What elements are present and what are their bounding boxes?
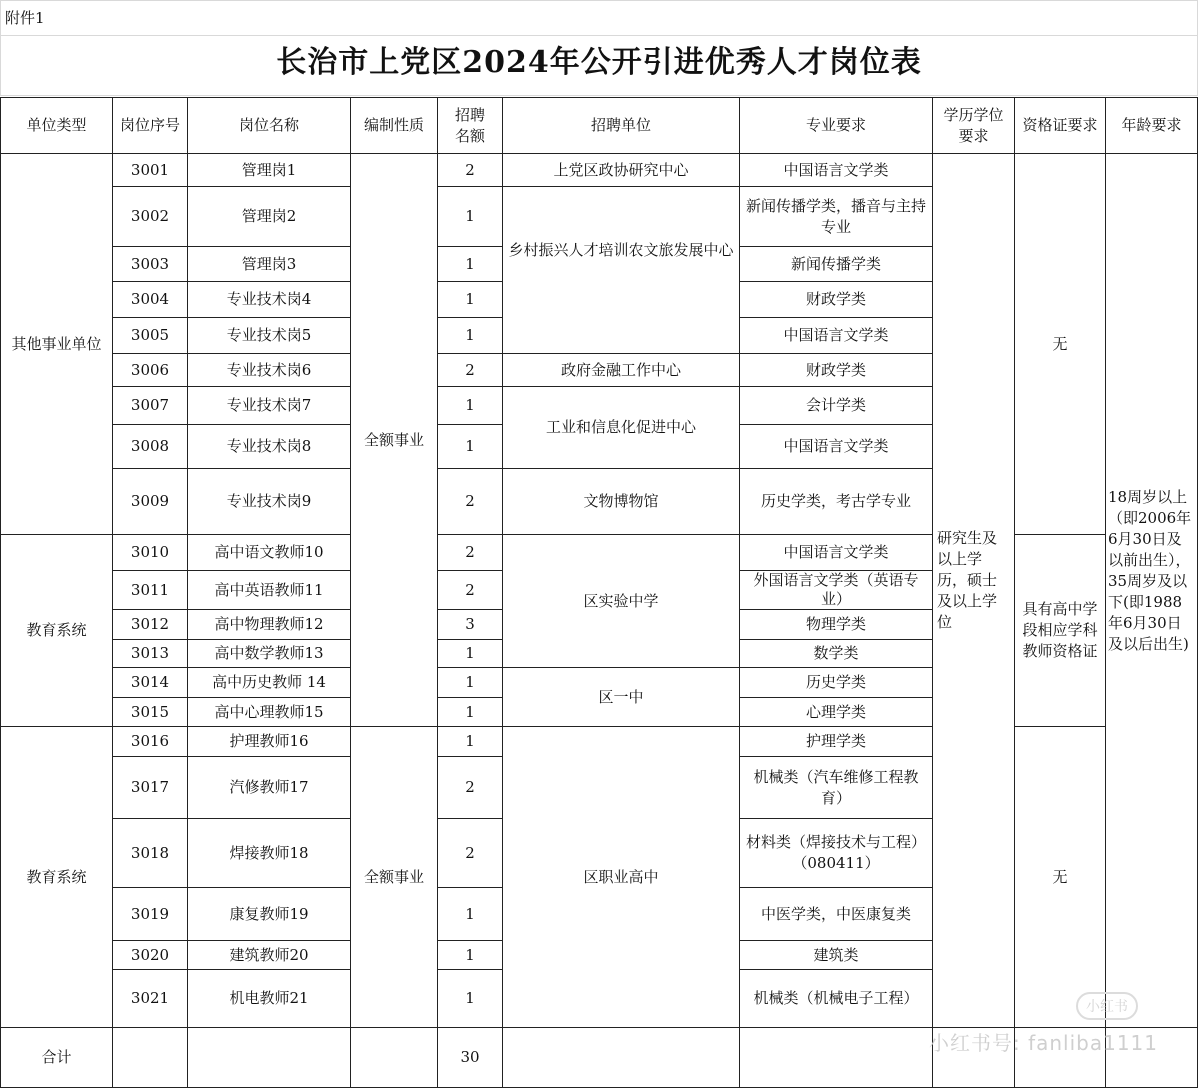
major: 历史学类 <box>740 668 933 698</box>
major: 材料类（焊接技术与工程）（080411） <box>740 819 933 888</box>
quota: 2 <box>438 535 503 571</box>
major: 外国语言文学类（英语专业） <box>740 571 933 610</box>
empty-cell <box>113 1028 188 1088</box>
quota: 1 <box>438 640 503 668</box>
quota: 1 <box>438 425 503 469</box>
position-name: 高中语文教师10 <box>188 535 351 571</box>
page-title: 长治市上党区2024年公开引进优秀人才岗位表 <box>0 36 1198 96</box>
major: 数学类 <box>740 640 933 668</box>
quota: 2 <box>438 757 503 819</box>
major: 新闻传播学类 <box>740 247 933 282</box>
watermark-text: 小红书号: fanliba1111 <box>928 1031 1158 1055</box>
position-id: 3016 <box>113 727 188 757</box>
certificate-cell: 无 <box>1015 727 1106 1028</box>
position-id: 3017 <box>113 757 188 819</box>
position-name: 建筑教师20 <box>188 941 351 970</box>
quota: 1 <box>438 727 503 757</box>
position-id: 3010 <box>113 535 188 571</box>
table-row <box>1 535 1198 571</box>
position-id: 3021 <box>113 970 188 1028</box>
position-id: 3004 <box>113 282 188 318</box>
employer: 区实验中学 <box>503 535 740 668</box>
employer: 文物博物馆 <box>503 469 740 535</box>
header-cell: 编制性质 <box>351 98 438 154</box>
position-id: 3006 <box>113 354 188 387</box>
quota: 1 <box>438 970 503 1028</box>
age-cell <box>1106 154 1198 1028</box>
empty-cell <box>351 1028 438 1088</box>
quota: 1 <box>438 888 503 941</box>
position-id: 3001 <box>113 154 188 187</box>
major: 历史学类，考古学专业 <box>740 469 933 535</box>
position-name: 高中物理教师12 <box>188 610 351 640</box>
position-name: 高中数学教师13 <box>188 640 351 668</box>
quota: 2 <box>438 354 503 387</box>
major: 护理学类 <box>740 727 933 757</box>
quota: 1 <box>438 941 503 970</box>
unit-type-cell: 教育系统 <box>1 535 113 727</box>
header-cell: 招聘单位 <box>503 98 740 154</box>
position-id: 3015 <box>113 698 188 727</box>
quota: 1 <box>438 282 503 318</box>
position-id: 3019 <box>113 888 188 941</box>
position-name: 管理岗3 <box>188 247 351 282</box>
employer: 上党区政协研究中心 <box>503 154 740 187</box>
positions-table <box>0 97 1198 1088</box>
certificate-cell: 无 <box>1015 154 1106 535</box>
header-cell: 单位类型 <box>1 98 113 154</box>
position-name: 专业技术岗6 <box>188 354 351 387</box>
position-name: 高中英语教师11 <box>188 571 351 610</box>
position-id: 3002 <box>113 187 188 247</box>
position-id: 3013 <box>113 640 188 668</box>
quota: 1 <box>438 187 503 247</box>
major: 心理学类 <box>740 698 933 727</box>
major: 中国语言文学类 <box>740 154 933 187</box>
employer: 政府金融工作中心 <box>503 354 740 387</box>
header-cell: 岗位名称 <box>188 98 351 154</box>
quota: 2 <box>438 154 503 187</box>
major: 机械类（机械电子工程） <box>740 970 933 1028</box>
position-name: 焊接教师18 <box>188 819 351 888</box>
major: 财政学类 <box>740 354 933 387</box>
major: 中国语言文学类 <box>740 425 933 469</box>
major: 中国语言文学类 <box>740 318 933 354</box>
total-quota: 30 <box>438 1028 503 1088</box>
position-id: 3011 <box>113 571 188 610</box>
position-name: 管理岗2 <box>188 187 351 247</box>
major: 机械类（汽车维修工程教育） <box>740 757 933 819</box>
position-id: 3008 <box>113 425 188 469</box>
age-text: 18周岁以上（即2006年6月30日及以前出生），35周岁及以下(即1988年6月30日及以后出生) <box>1108 487 1192 653</box>
quota: 1 <box>438 318 503 354</box>
unit-type-cell: 教育系统 <box>1 727 113 1028</box>
position-name: 护理教师16 <box>188 727 351 757</box>
header-cell: 岗位序号 <box>113 98 188 154</box>
position-id: 3007 <box>113 387 188 425</box>
position-id: 3005 <box>113 318 188 354</box>
employer: 乡村振兴人才培训农文旅发展中心 <box>503 187 740 354</box>
quota: 1 <box>438 668 503 698</box>
table-row <box>1 154 1198 187</box>
quota: 2 <box>438 469 503 535</box>
header-cell: 资格证要求 <box>1015 98 1106 154</box>
position-id: 3003 <box>113 247 188 282</box>
total-label: 合计 <box>1 1028 113 1088</box>
header-cell: 专业要求 <box>740 98 933 154</box>
quota: 1 <box>438 698 503 727</box>
major: 财政学类 <box>740 282 933 318</box>
table-row <box>1 727 1198 757</box>
employer: 区一中 <box>503 668 740 727</box>
header-cell: 年龄要求 <box>1106 98 1198 154</box>
position-name: 康复教师19 <box>188 888 351 941</box>
education-text: 研究生及以上学历，硕士及以上学位 <box>937 529 998 631</box>
position-name: 汽修教师17 <box>188 757 351 819</box>
empty-cell <box>740 1028 933 1088</box>
position-name: 专业技术岗5 <box>188 318 351 354</box>
bianzhi-cell: 全额事业 <box>351 727 438 1028</box>
unit-type-cell: 其他事业单位 <box>1 154 113 535</box>
watermark-badge: 小红书 <box>1076 992 1138 1020</box>
quota: 2 <box>438 819 503 888</box>
quota: 1 <box>438 387 503 425</box>
position-id: 3014 <box>113 668 188 698</box>
header-cell: 招聘 名额 <box>438 98 503 154</box>
position-id: 3012 <box>113 610 188 640</box>
quota: 3 <box>438 610 503 640</box>
employer: 工业和信息化促进中心 <box>503 387 740 469</box>
position-name: 专业技术岗9 <box>188 469 351 535</box>
attachment-label: 附件1 <box>0 0 1198 36</box>
position-name: 高中历史教师 14 <box>188 668 351 698</box>
major: 会计学类 <box>740 387 933 425</box>
major: 建筑类 <box>740 941 933 970</box>
major: 物理学类 <box>740 610 933 640</box>
position-id: 3020 <box>113 941 188 970</box>
major: 新闻传播学类，播音与主持专业 <box>740 187 933 247</box>
position-id: 3009 <box>113 469 188 535</box>
header-row <box>1 98 1198 154</box>
quota: 1 <box>438 247 503 282</box>
position-name: 专业技术岗8 <box>188 425 351 469</box>
empty-cell <box>503 1028 740 1088</box>
quota: 2 <box>438 571 503 610</box>
empty-cell <box>188 1028 351 1088</box>
position-name: 高中心理教师15 <box>188 698 351 727</box>
position-name: 管理岗1 <box>188 154 351 187</box>
major: 中国语言文学类 <box>740 535 933 571</box>
position-name: 机电教师21 <box>188 970 351 1028</box>
employer: 区职业高中 <box>503 727 740 1028</box>
bianzhi-cell: 全额事业 <box>351 154 438 727</box>
position-name: 专业技术岗7 <box>188 387 351 425</box>
header-cell: 学历学位 要求 <box>933 98 1015 154</box>
major: 中医学类，中医康复类 <box>740 888 933 941</box>
certificate-cell: 具有高中学段相应学科教师资格证 <box>1015 535 1106 727</box>
education-cell <box>933 154 1015 1028</box>
position-id: 3018 <box>113 819 188 888</box>
position-name: 专业技术岗4 <box>188 282 351 318</box>
